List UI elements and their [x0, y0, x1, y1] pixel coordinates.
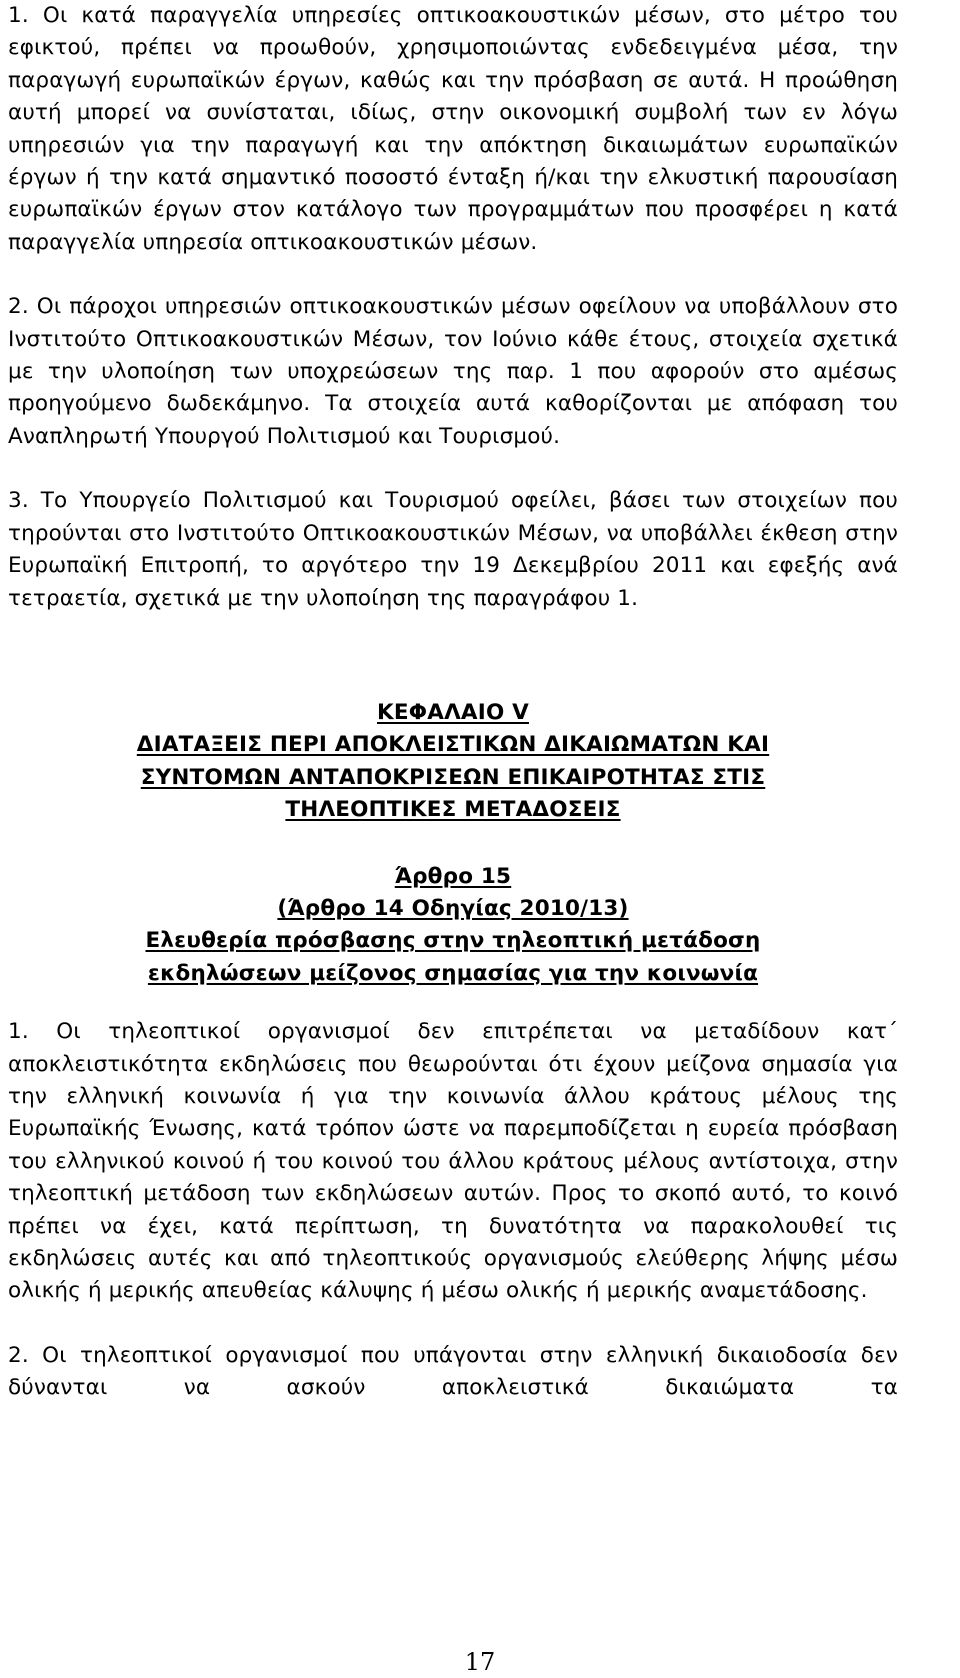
- chapter-number: ΚΕΦΑΛΑΙΟ V: [377, 699, 529, 725]
- article-number: Άρθρο 15: [394, 863, 512, 889]
- paragraph-1: 1. Οι κατά παραγγελία υπηρεσίες οπτικοακουστικών μέσων, στο μέτρο του εφικτού, πρέπει να προωθούν, χρησιμοποιώντας ενδεδειγμένα μέσα, την παραγωγή ευρωπαϊκών έργων, καθώς και την πρόσβαση σε αυτά. Η προώθηση αυτή μπορεί να συνίσταται, ιδίως, στην οικονομική συμβολή των εν λόγω υπηρεσιών για την παραγωγή και την απόκτηση δικαιωμάτων ευρωπαϊκών έργων ή την κατά σημαντικό ποσοστό ένταξη ή/και την ελκυστική παρουσίαση ευρωπαϊκών έργων στον κατάλογο των προγραμμάτων που προσφέρει η κατά παραγγελία υπηρεσία οπτικοακουστικών μέσων.: [8, 3, 898, 255]
- paragraph-3: 3. Το Υπουργείο Πολιτισμού και Τουρισμού οφείλει, βάσει των στοιχείων που τηρούνται στο Ινστιτούτο Οπτικοακουστικών Μέσων, να υποβάλλει έκθεση στην Ευρωπαϊκή Επιτροπή, το αργότερο την 19 Δεκεμβρίου 2011 και εφεξής ανά τετραετία, σχετικά με την υλοποίηση της παραγράφου 1.: [8, 488, 898, 611]
- chapter-title-line-3: ΤΗΛΕΟΠΤΙΚΕΣ ΜΕΤΑΔΟΣΕΙΣ: [285, 797, 621, 823]
- paragraph-2: 2. Οι πάροχοι υπηρεσιών οπτικοακουστικών μέσων οφείλουν να υποβάλλουν στο Ινστιτούτο Οπτικοακουστικών Μέσων, τον Ιούνιο κάθε έτους, στοιχεία σχετικά με την υλοποίηση των υποχρεώσεων της παρ. 1 που αφορούν στο αμέσως προηγούμενο δωδεκάμηνο. Τα στοιχεία αυτά καθορίζονται με απόφαση του Αναπληρωτή Υπουργού Πολιτισμού και Τουρισμού.: [8, 294, 898, 449]
- document-page: [8, 0, 898, 1405]
- chapter-title-line-2: ΣΥΝΤΟΜΩΝ ΑΝΤΑΠΟΚΡΙΣΕΩΝ ΕΠΙΚΑΙΡΟΤΗΤΑΣ ΣΤΙΣ: [140, 764, 766, 790]
- page-number: 17: [464, 1648, 496, 1676]
- article-15-paragraph-2: 2. Οι τηλεοπτικοί οργανισμοί που υπάγονται στην ελληνική δικαιοδοσία δεν δύνανται να ασκούν αποκλειστικά δικαιώματα τα: [8, 1342, 898, 1401]
- article-15-paragraph-1: 1. Οι τηλεοπτικοί οργανισμοί δεν επιτρέπεται να μεταδίδουν κατ΄ αποκλειστικότητα εκδηλώσεις που θεωρούνται ότι έχουν μείζονα σημασία για την ελληνική κοινωνία ή για την κοινωνία άλλου κράτους μέλους της Ευρωπαϊκής Ένωσης, κατά τρόπον ώστε να παρεμποδίζεται η ευρεία πρόσβαση του ελληνικού κοινού ή του κοινού του άλλου κράτους μέλους αντίστοιχα, στην τηλεοπτική μετάδοση των εκδηλώσεων αυτών. Προς το σκοπό αυτό, το κοινό πρέπει να έχει, κατά περίπτωση, τη δυνατότητα να παρακολουθεί τις εκδηλώσεις αυτές και από τηλεοπτικούς οργανισμούς ελεύθερης λήψης μέσω ολικής ή μερικής απευθείας κάλυψης ή μέσω ολικής ή μερικής αναμετάδοσης.: [8, 1019, 898, 1304]
- chapter-heading: [8, 697, 898, 827]
- article-title-line-2: εκδηλώσεων μείζονος σημασίας για την κοινωνία: [147, 960, 759, 986]
- article-title-line-1: Ελευθερία πρόσβασης στην τηλεοπτική μετάδοση: [145, 928, 761, 954]
- article-source: (Άρθρο 14 Οδηγίας 2010/13): [277, 895, 629, 921]
- chapter-title-line-1: ΔΙΑΤΑΞΕΙΣ ΠΕΡΙ ΑΠΟΚΛΕΙΣΤΙΚΩΝ ΔΙΚΑΙΩΜΑΤΩΝ ΚΑΙ: [136, 732, 770, 758]
- article-heading: [8, 861, 898, 991]
